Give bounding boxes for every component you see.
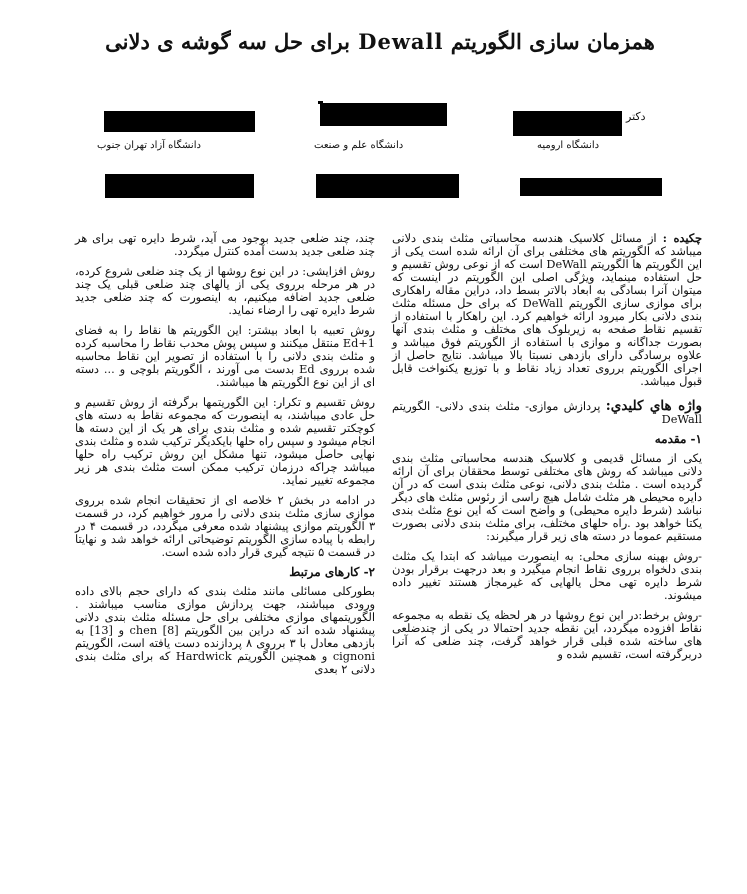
- intro-paragraph-2: -روش بهینه سازی محلی: به اینصورت میباشد که ابتدا یک مثلث بندی دلخواه برروی نقاط انجام میگیرد و بعد درجهت برقرار بودن شرط دایره تهی محل یالهایی که غیرمجاز هستند تغییر داده میشوند.: [392, 550, 702, 602]
- keywords: [392, 400, 702, 426]
- related-work-heading: ۲- کارهای مرتبط: [289, 565, 375, 579]
- left-column: [75, 232, 375, 683]
- email-redacted-3: [520, 178, 662, 196]
- left-paragraph-5: در ادامه در بخش ۲ خلاصه ای از تحقیقات انجام شده برروی موازی سازی مثلث بندی دلانی را مرور خواهیم کرد، در قسمت ۳ الگوریتم موازی پیشنهاد شده معرفی میگردد، در قسمت ۴ در رابطه با پیاده سازی الگوریتم توضیحاتی ارائه خواهد شد و نهایتا در قسمت ۵ نتیجه گیری قرار داده شده است.: [75, 494, 376, 559]
- abstract: [392, 232, 702, 388]
- keywords-label: واژه هاي کلیدي:: [605, 398, 702, 414]
- paper-title: همزمان سازی الگوریتم Dewall برای حل سه گوشه ی دلانی: [105, 29, 655, 54]
- left-paragraph-3: روش تعبیه با ابعاد بیشتر: این الگوریتم ها نقاط را به فضای Ed+1 منتقل میکنند و سپس پوش محدب نقاط را محاسبه کرده و مثلث بندی دلانی را با استفاده از تصویر این نقاط محاسبه شده برروی Ed بدست می آورند ، الگوریتم بلوچی و ... دسته ای از این نوع الگوریتم ها میباشند.: [75, 324, 375, 389]
- left-paragraph-4: روش تقسیم و تکرار: این الگوریتمها برگرفته از روش تقسیم و حل عادی میباشند، به اینصورت که مجموعه نقاط به دسته های کوچکتر تقسیم شده و مثلث بندی برای هر یک از این دسته ها انجام میشود و سپس راه حلها بایکدیگر ترکیب شده و مثلث بندی نهایی حاصل میشود، تنها مشکل این روش ترکیب راه حلها میباشد چراکه درزمان ترکیب ممکن است مثلث بندی هر زیر مجموعه تغییر نماید.: [75, 396, 375, 487]
- author-name-redacted-3: [513, 111, 622, 136]
- keywords-text: پردازش موازی- مثلث بندی دلانی- الگوریتم DeWall: [392, 400, 702, 426]
- right-column: [392, 232, 702, 668]
- author-name-redacted-1: [320, 103, 447, 126]
- intro-heading: ۱- مقدمه: [654, 432, 702, 446]
- email-redacted-2: [316, 174, 459, 198]
- intro-paragraph-1: یکی از مسائل قدیمی و کلاسیک هندسه محاسباتی مثلث بندی دلانی میباشد که روش های مختلفی توسط محققان برای آن ارائه گردیده است . مثلث بندی دلانی، نوعی مثلث بندی است که در آن دایره محیطی هر مثلث شامل هیچ راسی از رئوس مثلث های دیگر نباشد (شرط دایره محیطی) و واضح است که این نوع مثلث بندی یکتا خواهد بود .راه حلهای مختلف، برای مثلث بندی دلانی بصورت مستقیم عموما در دسته های زیر قرار میگیرند:: [392, 452, 702, 543]
- affiliation-iust: دانشگاه علم و صنعت: [314, 140, 404, 151]
- affiliation-urmia: دانشگاه ارومیه: [537, 140, 600, 151]
- abstract-text: از مسائل کلاسیک هندسه محاسباتی مثلث بندی دلانی میباشد که الگوریتم های مختلفی برای آن ارائه شده است یکی از این الگوریتم ها الگوریتم DeWall است که از نوعی روش تقسیم و حل استفاده مینماید، ویژگی اصلی این الگوریتم در اینست که میتوان آنرا بسادگی به ابعاد بالاتر بسط داد، دراین مقاله راهکاری برای موازی سازی الگوریتم DeWall که برای حل مسئله مثلث بندی دلانی بکار میرود ارائه خواهیم کرد. این راهکار با استفاده از تقسیم نقاط صفحه به زیربلوک های مختلف و مثلث بندی آنها بصورت جداگانه و موازی با استفاده از الگوریتم فوق میباشد و علاوه برسادگی دارای بازدهی نسبتا بالا میباشد. نتایج حاصل از اجرای الگوریتم برروی تعداد زیاد نقاط و با توزیع یکنواخت قابل قبول میباشد.: [392, 232, 702, 388]
- doctor-label: دکتر: [626, 110, 646, 123]
- email-redacted-1: [105, 174, 254, 198]
- intro-paragraph-3: -روش برخط:در این نوع روشها در هر لحظه یک نقطه به مجموعه نقاط افزوده میگردد، این نقطه جدید احتمالا در یکی از چندضلعی های ساخته شده قبلی قرار خواهد گرفت، چند ضلعی که آنرا دربرگرفته است، تقسیم شده و: [392, 609, 702, 661]
- author-name-redacted-2: [104, 111, 255, 132]
- left-paragraph-1: چند، چند ضلعی جدید بوجود می آید، شرط دایره تهی برای هر چند ضلعی جدید بدست آمده کنترل میگردد.: [75, 232, 375, 258]
- left-paragraph-6: بطورکلی مسائلی مانند مثلث بندی که دارای حجم بالای داده ورودی میباشند، جهت پردازش موازی مناسب میباشند . الگوریتمهای موازی مختلفی برای حل مسئله مثلث بندی دلانی پیشنهاد شده اند که دراین بین الگوریتم chen [8] و [13] به بازدهی معادل با ۳ برروی ۸ پردازنده دست یافته است، الگوریتم cignoni و همچنین الگوریتم Hardwick که برای مثلث بندی دلانی ۲ بعدی: [75, 585, 376, 676]
- redaction-mark: [318, 101, 323, 104]
- affiliation-iau: دانشگاه آزاد تهران جنوب: [97, 140, 201, 151]
- left-paragraph-2: روش افزایشی: در این نوع روشها از یک چند ضلعی شروع کرده، در هر مرحله برروی یکی از یالهای چند ضلعی قبلی یک چند ضلعی جدید اضافه میکنیم، به اینصورت که چند ضلعی جدید شرط دایره تهی را ارضاء نماید.: [75, 265, 375, 317]
- abstract-label: چکیده :: [662, 231, 702, 245]
